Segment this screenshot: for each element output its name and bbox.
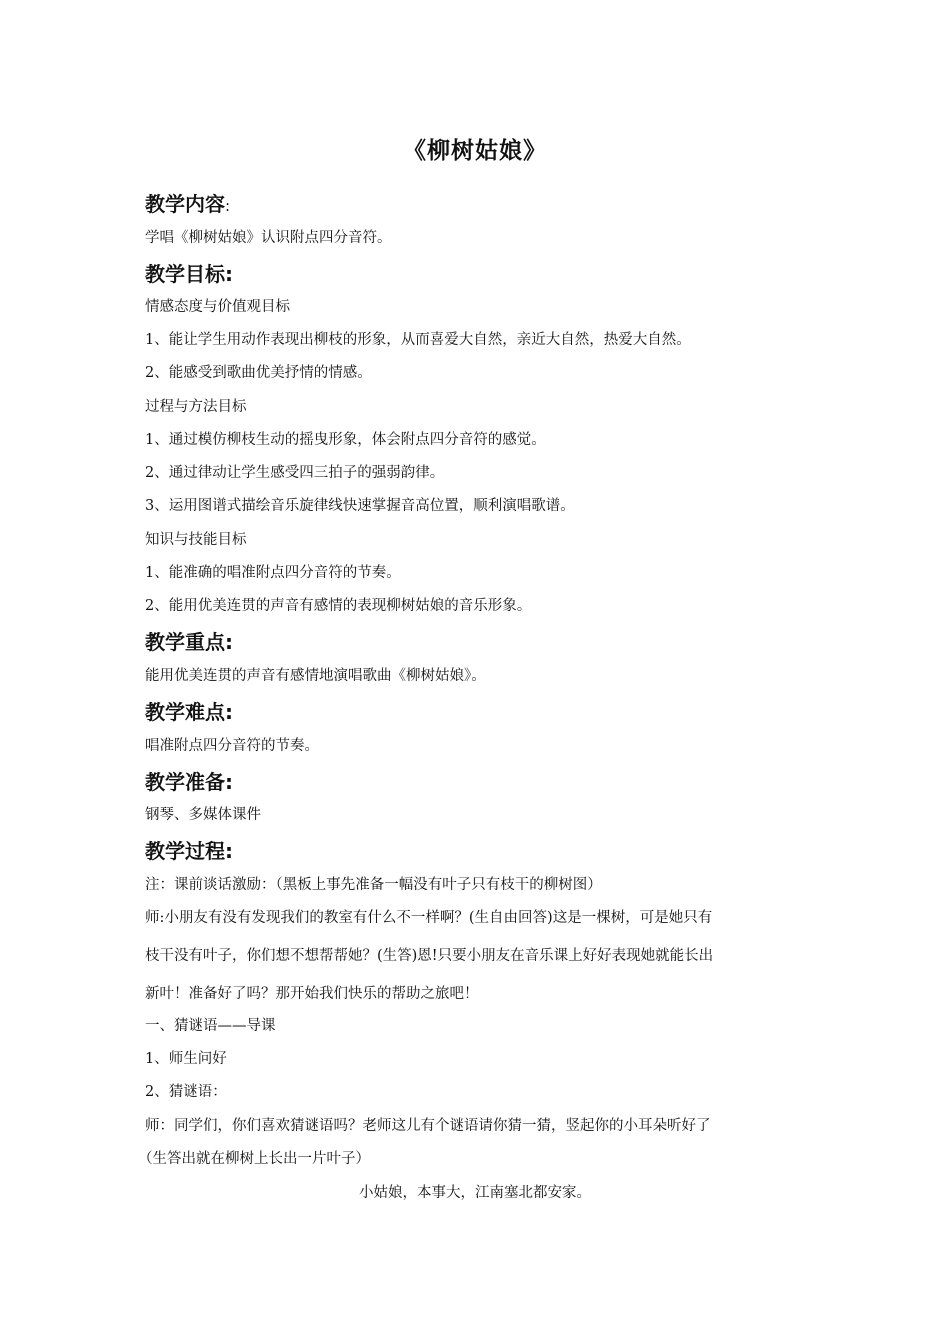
key-text: 能用优美连贯的声音有感情地演唱歌曲《柳树姑娘》。 [145,668,486,684]
content-heading [145,188,230,217]
process-goal-2: 2、通过律动让学生感受四三拍子的强弱韵律。 [145,465,445,481]
difficulty-text: 唱准附点四分音符的节奏。 [145,738,319,754]
skill-goal-2: 2、能用优美连贯的声音有感情的表现柳树姑娘的音乐形象。 [145,598,532,614]
teacher-line-4: 师：同学们，你们喜欢猜谜语吗？老师这儿有个谜语请你猜一猜，竖起你的小耳朵听好了 [145,1118,711,1134]
process-goal-title: 过程与方法目标 [145,399,247,415]
goals-heading: 教学目标: [145,262,233,286]
student-answer: （生答出就在柳树上长出一片叶子） [138,1151,370,1167]
teacher-line-3: 新叶！准备好了吗？那开始我们快乐的帮助之旅吧！ [145,986,479,1002]
emotion-goal-2: 2、能感受到歌曲优美抒情的情感。 [145,365,372,381]
process-note: 注：课前谈话激励：（黑板上事先准备一幅没有叶子只有枝干的柳树图） [145,877,602,893]
riddle-text: 小姑娘，本事大，江南塞北都安家。 [359,1185,591,1201]
process-goal-1: 1、通过模仿柳枝生动的摇曳形象，体会附点四分音符的感觉。 [145,432,546,448]
content-heading-text: 教学内容 [145,192,225,216]
process-heading: 教学过程: [145,839,233,863]
teacher-line-2: 枝干没有叶子，你们想不想帮帮她？(生答)恩!只要小朋友在音乐课上好好表现她就能长出 [145,948,714,964]
document-title: 《柳树姑娘》 [403,138,547,164]
emotion-goal-1: 1、能让学生用动作表现出柳枝的形象，从而喜爱大自然，亲近大自然，热爱大自然。 [145,332,691,348]
teacher-line-1: 师:小朋友有没有发现我们的教室有什么不一样啊？(生自由回答)这是一棵树，可是她只有 [145,910,713,926]
skill-goal-title: 知识与技能目标 [145,532,247,548]
section-1-title: 一、猜谜语——导课 [145,1018,276,1034]
content-text: 学唱《柳树姑娘》认识附点四分音符。 [145,230,392,246]
skill-goal-1: 1、能准确的唱准附点四分音符的节奏。 [145,565,401,581]
emotion-goal-title: 情感态度与价值观目标 [145,299,290,315]
step-2: 2、猜谜语： [145,1084,227,1100]
process-goal-3: 3、运用图谱式描绘音乐旋律线快速掌握音高位置，顺利演唱歌谱。 [145,498,575,514]
prep-heading: 教学准备: [145,770,233,794]
prep-text: 钢琴、多媒体课件 [145,807,261,823]
content-heading-colon: : [225,197,231,215]
difficulty-heading: 教学难点: [145,700,233,724]
step-1: 1、师生问好 [145,1051,227,1067]
key-heading: 教学重点: [145,630,233,654]
